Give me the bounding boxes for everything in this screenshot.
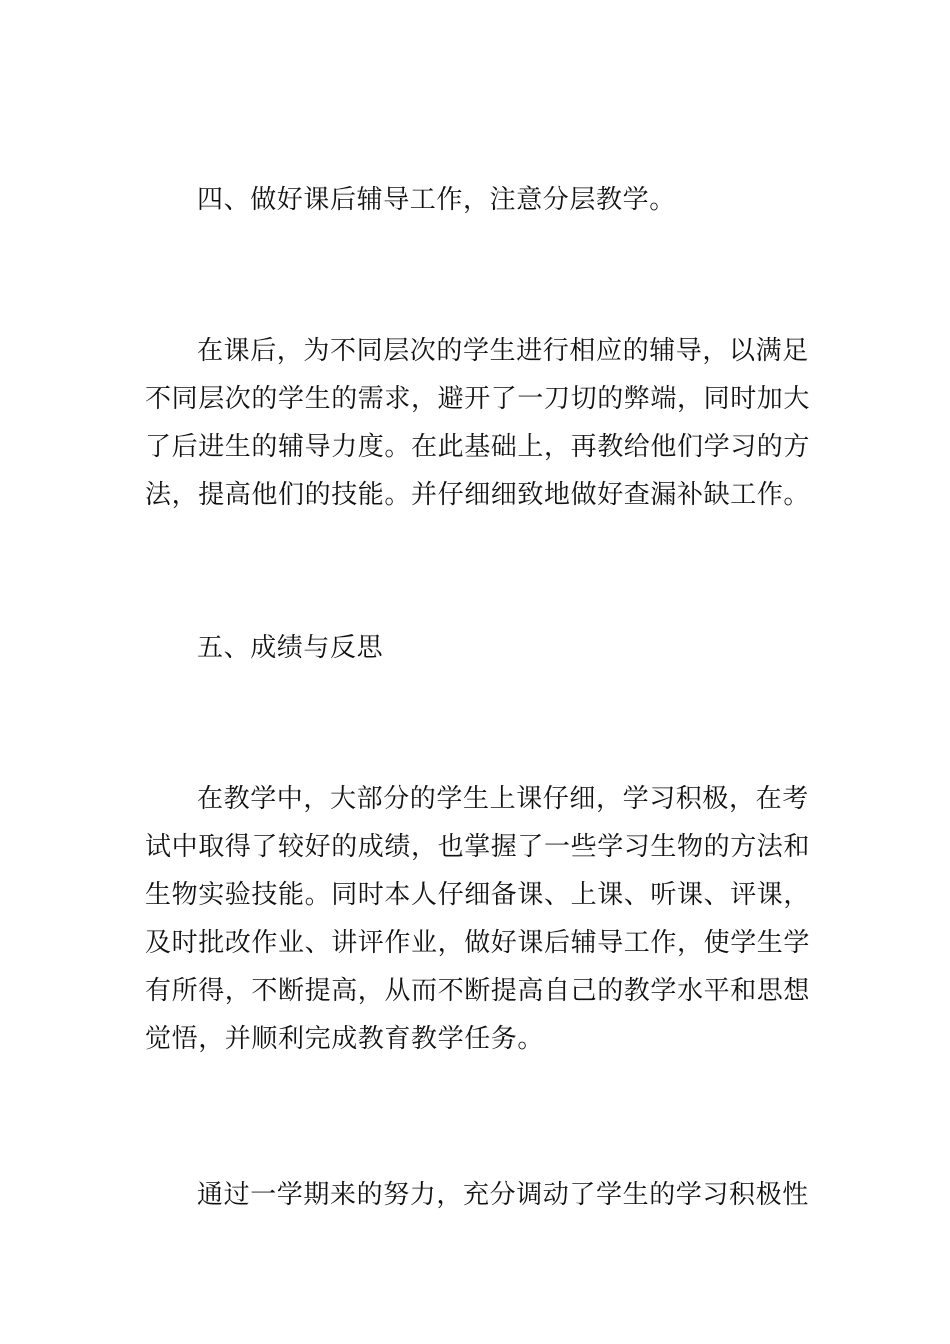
paragraph-line: 法，提高他们的技能。并仔细细致地做好查漏补缺工作。 [145, 480, 811, 510]
paragraph-line: 及时批改作业、讲评作业，做好课后辅导工作，使学生学 [145, 928, 811, 958]
paragraph-line: 试中取得了较好的成绩，也掌握了一些学习生物的方法和 [145, 832, 811, 862]
paragraph-line: 生物实验技能。同时本人仔细备课、上课、听课、评课， [145, 880, 811, 910]
paragraph-line: 了后进生的辅导力度。在此基础上，再教给他们学习的方 [145, 432, 811, 462]
paragraph-line: 通过一学期来的努力，充分调动了学生的学习积极性 [197, 1180, 809, 1210]
paragraph-line: 在教学中，大部分的学生上课仔细，学习积极，在考 [197, 784, 809, 814]
paragraph-line: 不同层次的学生的需求，避开了一刀切的弊端，同时加大 [145, 384, 811, 414]
paragraph-line: 有所得，不断提高，从而不断提高自己的教学水平和思想 [145, 976, 811, 1006]
section-heading-4: 四、做好课后辅导工作，注意分层教学。 [197, 185, 676, 215]
section-heading-5: 五、成绩与反思 [197, 633, 384, 663]
paragraph-line: 在课后，为不同层次的学生进行相应的辅导，以满足 [197, 336, 809, 366]
paragraph-line: 觉悟，并顺利完成教育教学任务。 [145, 1024, 545, 1054]
